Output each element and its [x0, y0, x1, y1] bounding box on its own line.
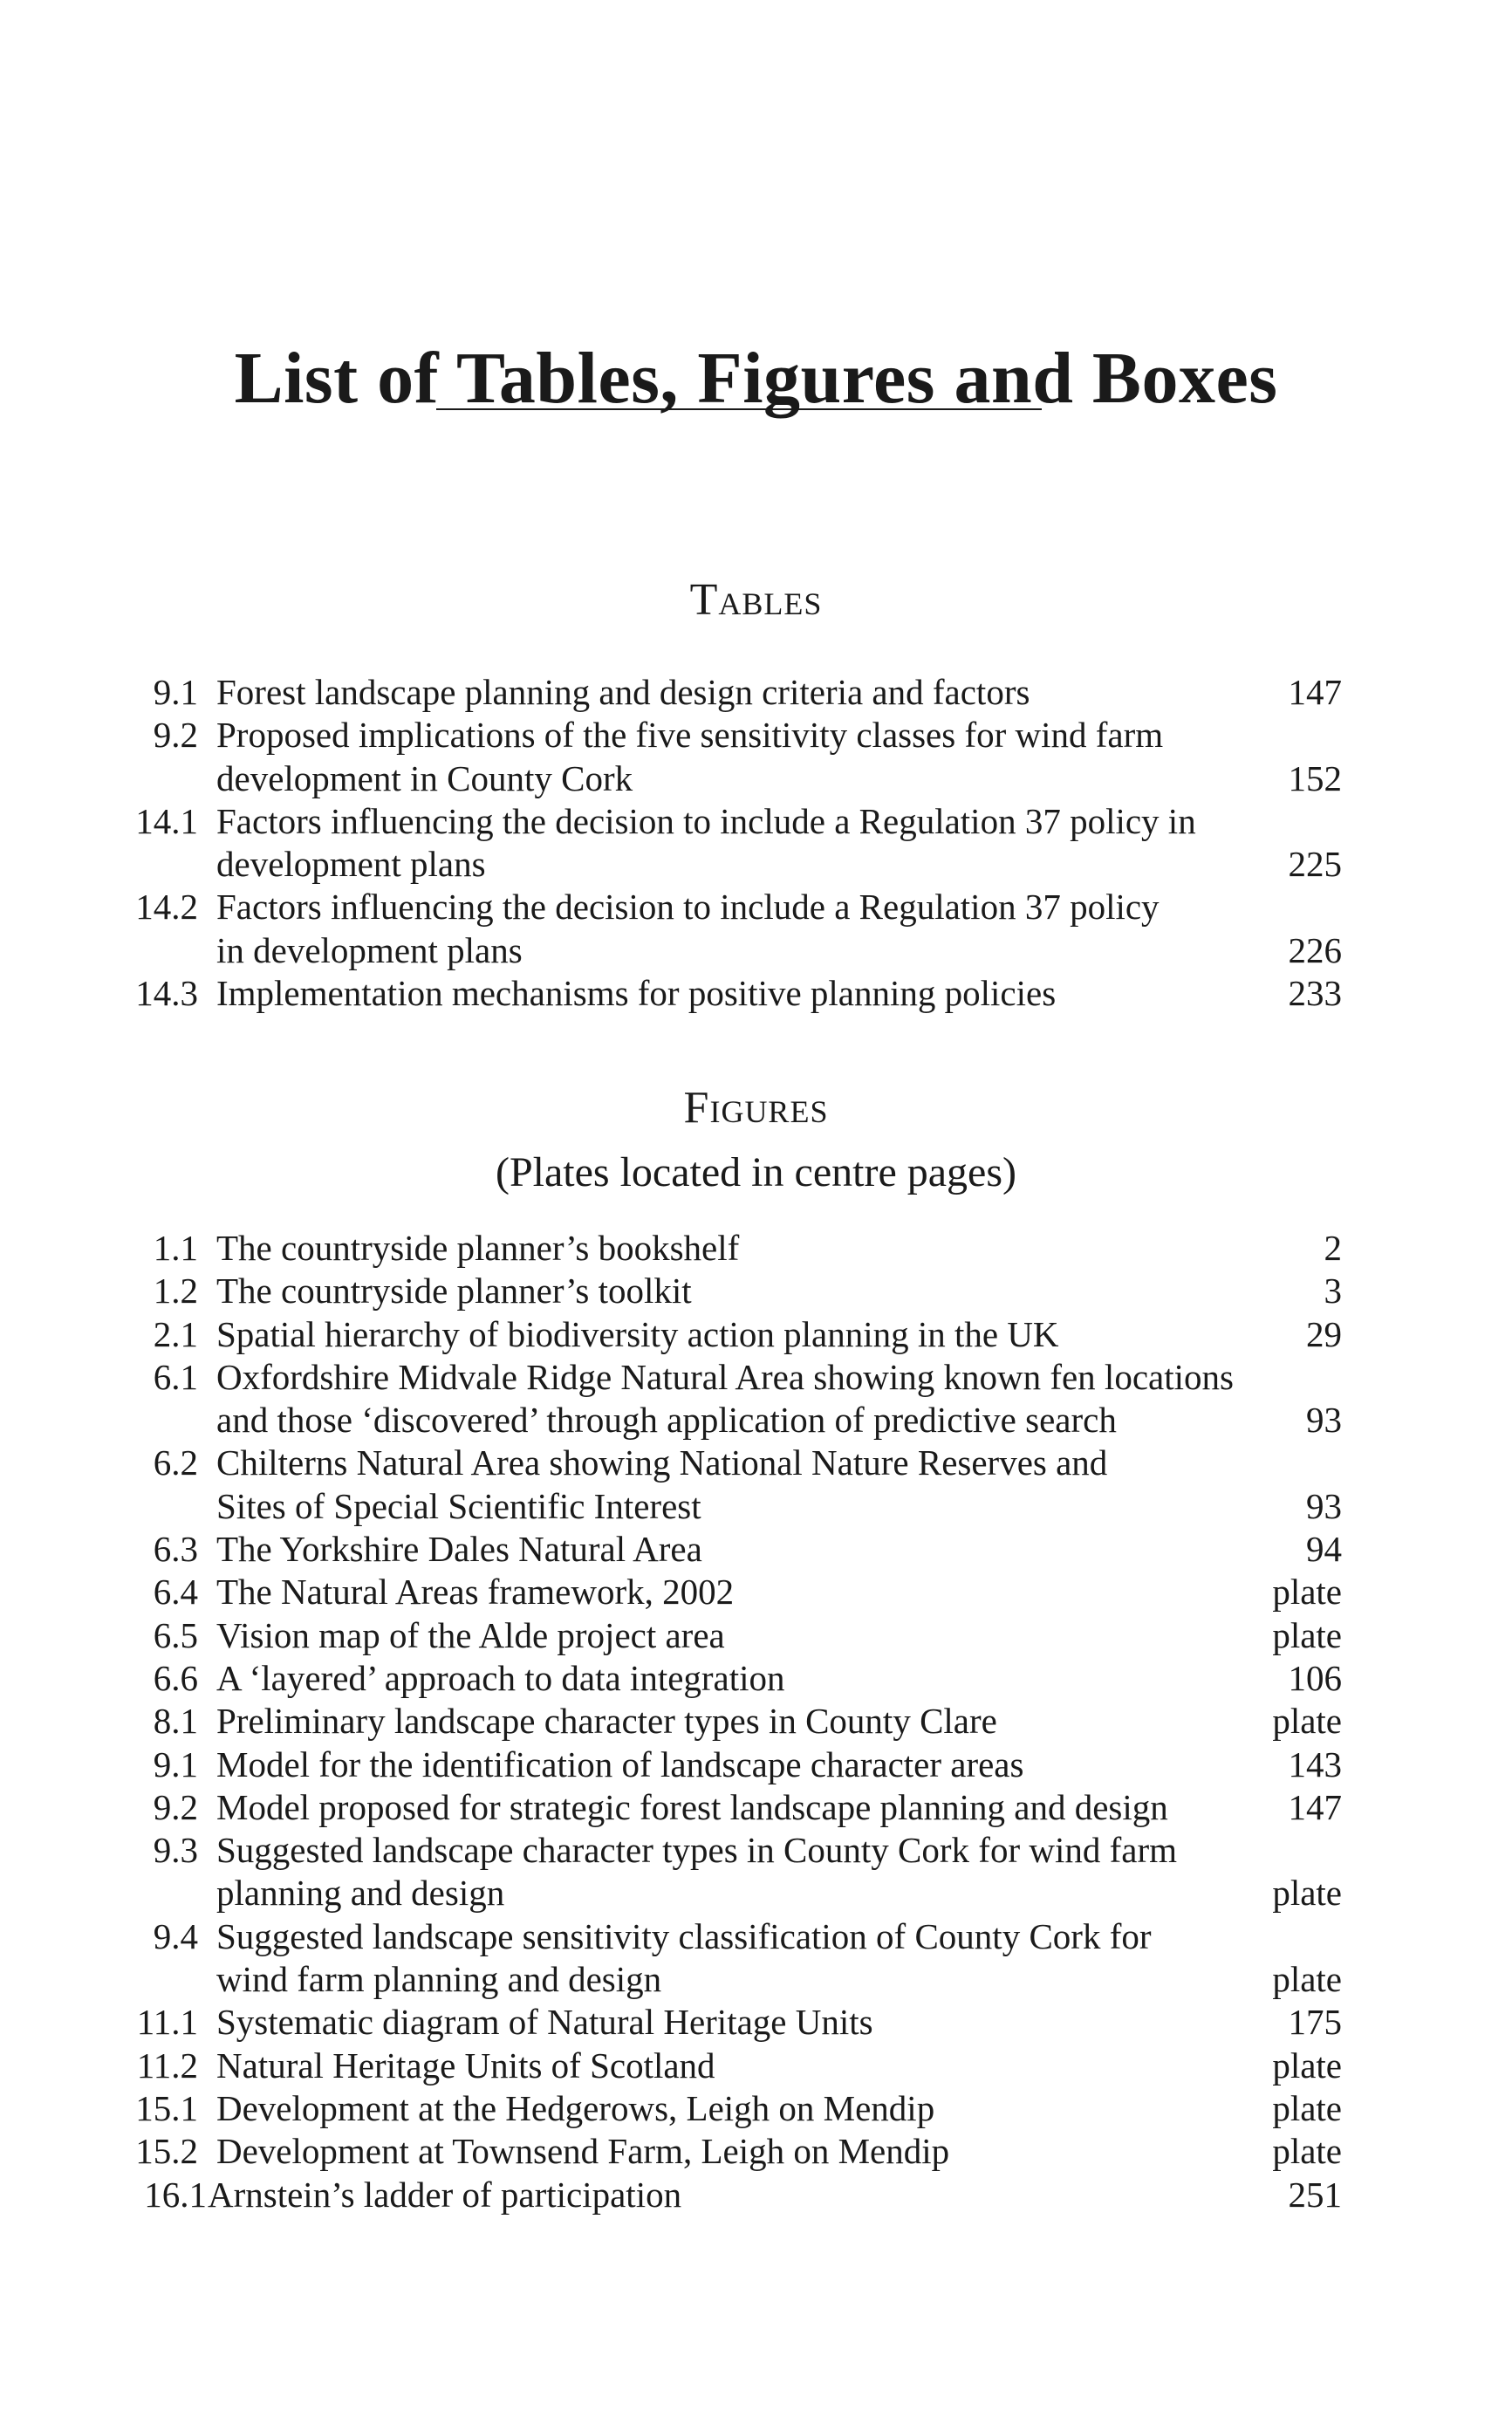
page-title: List of Tables, Figures and Boxes: [234, 338, 1278, 420]
entry-number: 6.6: [153, 1657, 198, 1698]
entry-number: 6.5: [153, 1614, 198, 1655]
entry-title-line: Implementation mechanisms for positive planning policies: [216, 973, 1057, 1014]
entry-title-line: Suggested landscape character types in County Cork for wind farm: [216, 1830, 1177, 1871]
figure-entry[interactable]: [0, 1356, 1512, 1442]
figure-entry[interactable]: [0, 1528, 1512, 1571]
entry-title: [216, 1313, 1307, 1356]
entry-title-line: Factors influencing the decision to include a Regulation 37 policy: [216, 887, 1160, 928]
entry-number: 14.2: [135, 887, 198, 928]
entry-number: 2.1: [153, 1313, 198, 1354]
entry-title: [216, 1829, 1307, 1915]
entry-title: [216, 1528, 1307, 1571]
entry-title-line: Forest landscape planning and design criteria and factors: [216, 672, 1030, 712]
entry-title-line: The countryside planner’s bookshelf: [216, 1228, 740, 1268]
entry-number: 11.2: [136, 2045, 198, 2086]
entry-title-line: Development at the Hedgerows, Leigh on Mendip: [216, 2087, 935, 2128]
entry-page-number: plate: [1272, 1572, 1342, 1613]
entry-title-line: development in County Cork: [216, 757, 633, 798]
table-entry[interactable]: [0, 800, 1512, 887]
entry-number: 6.4: [153, 1572, 198, 1613]
entry-title: [216, 714, 1307, 800]
entry-page-number: plate: [1272, 1959, 1342, 2000]
entry-title-line: Development at Townsend Farm, Leigh on Mendip: [216, 2131, 950, 2172]
entry-page-number: plate: [1272, 1701, 1342, 1742]
entry-title: [216, 800, 1307, 887]
entry-title-line: Natural Heritage Units of Scotland: [216, 2045, 715, 2086]
entry-number: 14.1: [135, 800, 198, 841]
entry-title: [216, 2087, 1307, 2130]
entry-title: [216, 1442, 1307, 1528]
entry-title-line: Spatial hierarchy of biodiversity action planning in the UK: [216, 1313, 1059, 1354]
entry-title-line: Arnstein’s ladder of participation: [208, 2174, 682, 2215]
entry-title: [216, 671, 1307, 714]
entry-title-line: Sites of Special Scientific Interest: [216, 1485, 701, 1526]
figure-entry[interactable]: [0, 1829, 1512, 1915]
figure-entry[interactable]: [0, 1786, 1512, 1829]
figure-entry[interactable]: [0, 1227, 1512, 1270]
entry-title-line: and those ‘discovered’ through application of predictive search: [216, 1400, 1117, 1441]
entry-page-number: 94: [1306, 1529, 1342, 1570]
entry-title-line: Model proposed for strategic forest landscape planning and design: [216, 1786, 1168, 1827]
entry-page-number: 175: [1288, 2002, 1342, 2043]
entry-title-line: A ‘layered’ approach to data integration: [216, 1657, 785, 1698]
figure-entry[interactable]: [0, 2130, 1512, 2173]
title-rule: [436, 408, 1042, 410]
entry-title-line: Model for the identification of landscape character areas: [216, 1743, 1024, 1784]
table-entry[interactable]: [0, 714, 1512, 800]
tables-heading: Tables: [689, 575, 823, 625]
entry-page-number: 143: [1288, 1743, 1342, 1784]
entry-page-number: plate: [1272, 2045, 1342, 2086]
entry-page-number: 93: [1306, 1400, 1342, 1441]
entry-page-number: 226: [1288, 929, 1342, 970]
entry-page-number: 147: [1288, 1786, 1342, 1827]
table-entry[interactable]: [0, 671, 1512, 714]
entry-title: [216, 1657, 1307, 1700]
entry-title: [216, 2045, 1307, 2087]
entry-page-number: plate: [1272, 2087, 1342, 2128]
entry-title: [208, 2174, 1298, 2216]
entry-page-number: 2: [1324, 1228, 1342, 1268]
entry-title-line: planning and design: [216, 1873, 505, 1914]
entry-number: 9.3: [153, 1830, 198, 1871]
entry-page-number: 152: [1288, 757, 1342, 798]
entry-page-number: 233: [1288, 973, 1342, 1014]
entry-number: 14.3: [135, 973, 198, 1014]
entry-number: 6.1: [153, 1356, 198, 1397]
entry-title-line: Chilterns Natural Area showing National Nature Reserves and: [216, 1442, 1108, 1483]
entry-title: [216, 1356, 1307, 1442]
figure-entry[interactable]: [0, 1571, 1512, 1613]
entry-title: [216, 972, 1307, 1015]
entry-number: 6.3: [153, 1529, 198, 1570]
entry-title-line: wind farm planning and design: [216, 1959, 662, 2000]
figure-entry[interactable]: [0, 2001, 1512, 2044]
figure-entry[interactable]: [0, 2087, 1512, 2130]
entry-page-number: 29: [1306, 1313, 1342, 1354]
entry-number: 9.4: [153, 1915, 198, 1956]
entry-number: 9.1: [153, 672, 198, 712]
entry-title: [216, 1743, 1307, 1786]
entry-number: 1.1: [153, 1228, 198, 1268]
figure-entry[interactable]: [0, 2174, 1512, 2216]
entry-title-line: Systematic diagram of Natural Heritage Units: [216, 2002, 873, 2043]
entry-number: 15.1: [135, 2087, 198, 2128]
entry-number: 9.2: [153, 1786, 198, 1827]
entry-number: 11.1: [136, 2002, 198, 2043]
entry-number: 16.1: [144, 2174, 207, 2215]
entry-title: [216, 1700, 1307, 1743]
entry-title: [216, 1270, 1307, 1312]
entry-title-line: in development plans: [216, 929, 523, 970]
entry-title-line: Vision map of the Alde project area: [216, 1614, 725, 1655]
entry-title-line: Oxfordshire Midvale Ridge Natural Area showing known fen locations: [216, 1356, 1234, 1397]
entry-title: [216, 886, 1307, 972]
entry-title: [216, 2130, 1307, 2173]
figure-entry[interactable]: [0, 1270, 1512, 1312]
entry-number: 1.2: [153, 1271, 198, 1312]
figure-entry[interactable]: [0, 2045, 1512, 2087]
table-entry[interactable]: [0, 886, 1512, 972]
entry-number: 9.2: [153, 715, 198, 756]
figures-subtitle: (Plates located in centre pages): [495, 1149, 1017, 1195]
entry-page-number: 225: [1288, 844, 1342, 885]
figure-entry[interactable]: [0, 1614, 1512, 1657]
entry-title-line: Suggested landscape sensitivity classification of County Cork for: [216, 1915, 1152, 1956]
entry-number: 9.1: [153, 1743, 198, 1784]
entry-title: [216, 1915, 1307, 2002]
entry-title-line: Factors influencing the decision to include a Regulation 37 policy in: [216, 800, 1196, 841]
entry-title-line: The Natural Areas framework, 2002: [216, 1572, 735, 1613]
figures-heading: Figures: [683, 1083, 829, 1133]
figure-entry[interactable]: [0, 1915, 1512, 2002]
entry-title: [216, 1786, 1307, 1829]
figures-list: [0, 1227, 1512, 2216]
table-entry[interactable]: [0, 972, 1512, 1015]
entry-title: [216, 2001, 1307, 2044]
figure-entry[interactable]: [0, 1313, 1512, 1356]
entry-page-number: 93: [1306, 1485, 1342, 1526]
entry-page-number: plate: [1272, 1614, 1342, 1655]
entry-title: [216, 1614, 1307, 1657]
entry-title: [216, 1227, 1307, 1270]
entry-title-line: development plans: [216, 844, 486, 885]
entry-number: 8.1: [153, 1701, 198, 1742]
figure-entry[interactable]: [0, 1657, 1512, 1700]
figure-entry[interactable]: [0, 1442, 1512, 1528]
entry-page-number: 106: [1288, 1657, 1342, 1698]
entry-page-number: plate: [1272, 1873, 1342, 1914]
entry-number: 6.2: [153, 1442, 198, 1483]
entry-title: [216, 1571, 1307, 1613]
figure-entry[interactable]: [0, 1700, 1512, 1743]
entry-page-number: 147: [1288, 672, 1342, 712]
entry-page-number: 3: [1324, 1271, 1342, 1312]
entry-title-line: Proposed implications of the five sensitivity classes for wind farm: [216, 715, 1164, 756]
tables-list: [0, 671, 1512, 1015]
figure-entry[interactable]: [0, 1743, 1512, 1786]
entry-title-line: The countryside planner’s toolkit: [216, 1271, 692, 1312]
entry-title-line: The Yorkshire Dales Natural Area: [216, 1529, 702, 1570]
entry-page-number: plate: [1272, 2131, 1342, 2172]
entry-number: 15.2: [135, 2131, 198, 2172]
entry-page-number: 251: [1288, 2174, 1342, 2215]
entry-title-line: Preliminary landscape character types in County Clare: [216, 1701, 997, 1742]
